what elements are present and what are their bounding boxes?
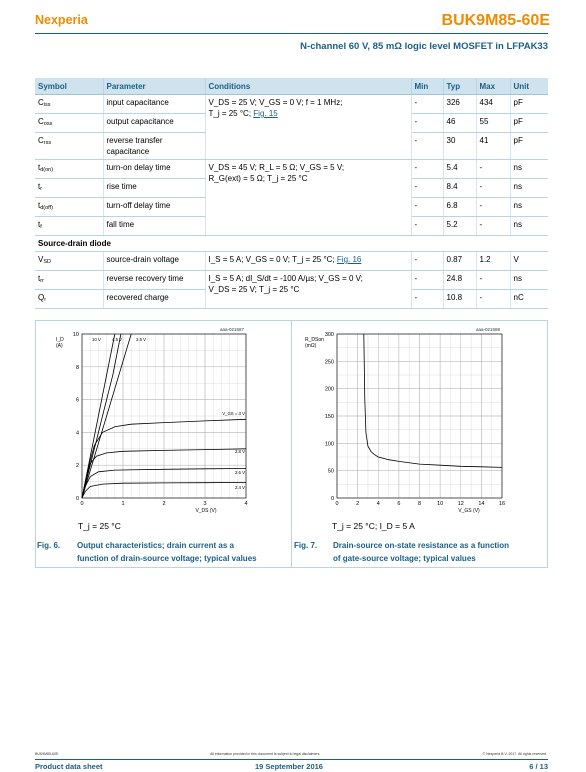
min-cell: - <box>411 160 443 179</box>
symbol-cell: $C_{iss}$ <box>35 95 103 114</box>
y-tick-label: 50 <box>327 468 334 475</box>
x-tick-label: 10 <box>437 501 444 507</box>
col-parameter: Parameter <box>103 78 205 95</box>
symbol-cell: $t_r$ <box>35 179 103 198</box>
series-label: 2.4 V <box>234 485 245 490</box>
y-tick-label: 6 <box>75 397 79 404</box>
fig7-title-line1: Drain-source on-state resistance as a function <box>333 541 510 550</box>
table-header-row <box>35 78 548 95</box>
fig15-link[interactable]: Fig. 15 <box>253 109 278 118</box>
y-axis-label: I_D <box>56 337 64 343</box>
footer-doc-type: Product data sheet <box>35 762 103 771</box>
y-axis-unit: (mΩ) <box>305 343 317 349</box>
y-tick-label: 250 <box>324 359 334 366</box>
conditions-cell: I_S = 5 A; dI_S/dt = -100 A/µs; V_GS = 0 V; V_DS = 25 V; T_j = 25 °C <box>205 271 411 309</box>
col-conditions: Conditions <box>205 78 411 95</box>
max-cell: 55 <box>476 114 510 133</box>
x-tick-label: 8 <box>417 501 422 507</box>
chart-rdson-vs-vgs <box>293 322 547 520</box>
y-tick-label: 0 <box>75 496 79 502</box>
typ-cell: 326 <box>443 95 476 114</box>
series-label: 4.5 V <box>112 337 123 342</box>
col-max: Max <box>476 78 510 95</box>
x-tick-label: 12 <box>457 501 464 507</box>
parameter-cell: recovered charge <box>103 290 205 309</box>
typ-cell: 5.4 <box>443 160 476 179</box>
max-cell: - <box>476 160 510 179</box>
y-axis-unit: (A) <box>56 343 63 349</box>
symbol-cell: $t_{rr}$ <box>35 271 103 290</box>
x-tick-label: 0 <box>80 501 84 507</box>
typ-cell: 8.4 <box>443 179 476 198</box>
table-row <box>35 252 548 271</box>
y-tick-label: 10 <box>72 332 79 338</box>
unit-cell: ns <box>510 179 548 198</box>
unit-cell: pF <box>510 114 548 133</box>
parameter-cell: input capacitance <box>103 95 205 114</box>
series-label: 2.8 V <box>234 449 245 454</box>
unit-cell: ns <box>510 160 548 179</box>
fig7-conditions: T_j = 25 °C; I_D = 5 A <box>332 521 415 531</box>
footer-date: 19 September 2016 <box>255 762 323 771</box>
parameter-cell: source-drain voltage <box>103 252 205 271</box>
fig6-title-line2: function of drain-source voltage; typical values <box>77 554 257 563</box>
x-tick-label: 4 <box>244 501 248 507</box>
parameter-cell: rise time <box>103 179 205 198</box>
min-cell: - <box>411 290 443 309</box>
symbol-cell: $Q_r$ <box>35 290 103 309</box>
symbol-cell: $t_{d(off)}$ <box>35 198 103 217</box>
max-cell: 1.2 <box>476 252 510 271</box>
y-tick-label: 4 <box>75 430 79 437</box>
x-tick-label: 6 <box>397 501 401 507</box>
footer-copyright: © Nexperia B.V. 2017. All rights reserved <box>482 752 546 756</box>
chart-id: aaa-021587 <box>219 327 244 332</box>
series-label: 2.6 V <box>234 470 245 475</box>
typ-cell: 10.8 <box>443 290 476 309</box>
x-tick-label: 3 <box>203 501 207 507</box>
parameter-cell: reverse recovery time <box>103 271 205 290</box>
x-tick-label: 16 <box>498 501 506 507</box>
max-cell: - <box>476 198 510 217</box>
col-unit: Unit <box>510 78 548 95</box>
section-label: Source-drain diode <box>35 236 548 252</box>
typ-cell: 30 <box>443 133 476 160</box>
x-axis-label: V_GS (V) <box>458 508 480 514</box>
symbol-cell: $C_{rss}$ <box>35 133 103 160</box>
col-symbol: Symbol <box>35 78 103 95</box>
footer-disclaimer: All information provided in this document is subject to legal disclaimers. <box>210 752 321 756</box>
footer-divider <box>35 759 548 760</box>
parameter-cell: output capacitance <box>103 114 205 133</box>
brand-name: Nexperia <box>35 13 88 27</box>
fig7-number: Fig. 7. <box>294 541 318 550</box>
fig7-title-line2: of gate-source voltage; typical values <box>333 554 476 563</box>
fig6-conditions: T_j = 25 °C <box>78 521 121 531</box>
parameter-cell: fall time <box>103 217 205 236</box>
unit-cell: ns <box>510 198 548 217</box>
unit-cell: nC <box>510 290 548 309</box>
fig6-number: Fig. 6. <box>37 541 61 550</box>
x-tick-label: 4 <box>376 501 380 507</box>
chart-output-characteristics <box>36 322 290 520</box>
part-number: BUK9M85-60E <box>441 12 550 29</box>
y-tick-label: 200 <box>324 386 334 393</box>
table-row <box>35 160 548 179</box>
col-min: Min <box>411 78 443 95</box>
min-cell: - <box>411 252 443 271</box>
parameter-cell: turn-off delay time <box>103 198 205 217</box>
x-tick-label: 1 <box>121 501 125 507</box>
y-tick-label: 0 <box>330 496 334 502</box>
min-cell: - <box>411 133 443 160</box>
min-cell: - <box>411 114 443 133</box>
y-tick-label: 100 <box>324 441 334 448</box>
characteristics-table <box>35 78 548 309</box>
max-cell: 434 <box>476 95 510 114</box>
col-typ: Typ <box>443 78 476 95</box>
symbol-cell: $C_{oss}$ <box>35 114 103 133</box>
y-tick-label: 2 <box>75 463 79 470</box>
min-cell: - <box>411 217 443 236</box>
x-tick-label: 2 <box>162 501 166 507</box>
typ-cell: 5.2 <box>443 217 476 236</box>
table-row <box>35 271 548 290</box>
conditions-cell: V_DS = 45 V; R_L = 5 Ω; V_GS = 5 V; R_G(ext) = 5 Ω; T_j = 25 °C <box>205 160 411 236</box>
table-row <box>35 95 548 114</box>
y-tick-label: 300 <box>324 332 334 338</box>
min-cell: - <box>411 179 443 198</box>
max-cell: - <box>476 217 510 236</box>
unit-cell: ns <box>510 217 548 236</box>
x-tick-label: 14 <box>478 501 485 507</box>
chart-id: aaa-021588 <box>475 327 500 332</box>
figure-divider <box>291 320 292 568</box>
fig16-link[interactable]: Fig. 16 <box>336 255 362 264</box>
unit-cell: ns <box>510 271 548 290</box>
x-axis-label: V_DS (V) <box>195 508 217 514</box>
symbol-cell: $t_f$ <box>35 217 103 236</box>
conditions-cell: I_S = 5 A; V_GS = 0 V; T_j = 25 °C; Fig. 16 <box>205 252 411 271</box>
typ-cell: 0.87 <box>443 252 476 271</box>
y-axis-label: R_DSon <box>305 337 324 343</box>
fig6-title-line1: Output characteristics; drain current as a <box>77 541 234 550</box>
parameter-cell: reverse transfer capacitance <box>103 133 205 160</box>
symbol-cell: $V_{SD}$ <box>35 252 103 271</box>
max-cell: - <box>476 179 510 198</box>
parameter-cell: turn-on delay time <box>103 160 205 179</box>
series-label: V_GS = 3 V <box>222 411 245 416</box>
conditions-cell: V_DS = 25 V; V_GS = 0 V; f = 1 MHz; T_j = 25 °C; Fig. 15 <box>205 95 411 160</box>
typ-cell: 46 <box>443 114 476 133</box>
typ-cell: 24.8 <box>443 271 476 290</box>
y-tick-label: 8 <box>75 364 79 371</box>
typ-cell: 6.8 <box>443 198 476 217</box>
y-tick-label: 150 <box>324 414 334 420</box>
max-cell: 41 <box>476 133 510 160</box>
min-cell: - <box>411 198 443 217</box>
x-tick-label: 0 <box>335 501 339 507</box>
symbol-cell: $t_{d(on)}$ <box>35 160 103 179</box>
document-subtitle: N-channel 60 V, 85 mΩ logic level MOSFET in LFPAK33 <box>300 41 548 52</box>
unit-cell: pF <box>510 133 548 160</box>
unit-cell: V <box>510 252 548 271</box>
max-cell: - <box>476 271 510 290</box>
unit-cell: pF <box>510 95 548 114</box>
footer-part-small: BUK9M85-60E <box>35 752 59 756</box>
footer-page: 6 / 13 <box>529 762 548 771</box>
header-divider <box>35 33 548 34</box>
section-row <box>35 236 548 252</box>
min-cell: - <box>411 95 443 114</box>
series-label: 10 V <box>92 337 101 342</box>
max-cell: - <box>476 290 510 309</box>
x-tick-label: 2 <box>356 501 360 507</box>
series-label: 3.5 V <box>136 337 147 342</box>
min-cell: - <box>411 271 443 290</box>
